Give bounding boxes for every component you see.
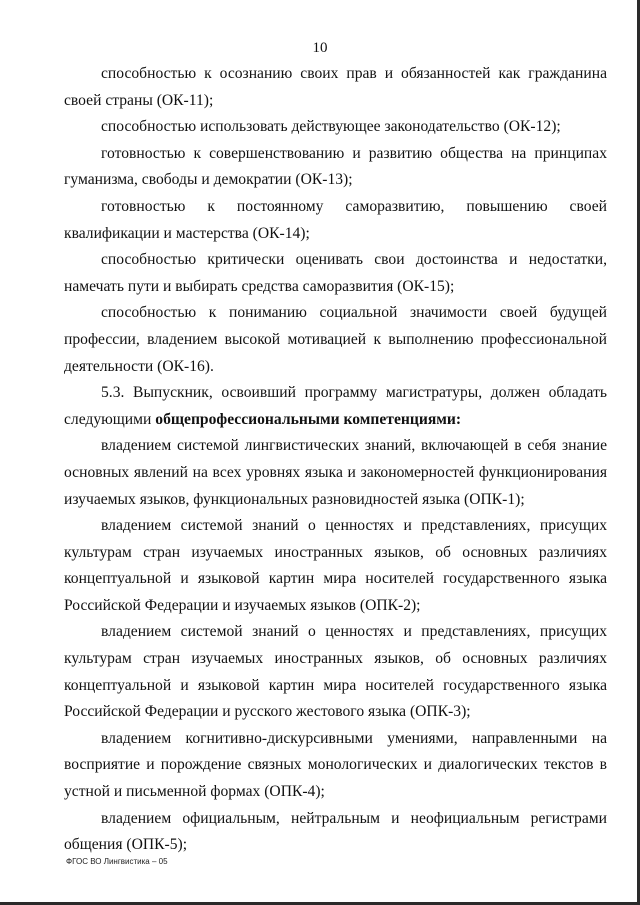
paragraph-ok-12: способностью использовать действующее законодательство (ОК-12); bbox=[101, 118, 561, 136]
paragraph-opk-1: владением системой лингвистических знаний, включающей в себя знание основных явлений на всех уровнях языка и закономерностей функционирования изучаемых языков, функциональных разновидностей языка (ОПК-1); bbox=[64, 437, 607, 508]
paragraph-ok-13: готовностью к совершенствованию и развитию общества на принципах гуманизма, свободы и демократии (ОК-13); bbox=[64, 144, 607, 189]
paragraph-section-5-3 bbox=[64, 380, 607, 433]
body-text bbox=[64, 61, 607, 859]
paragraph-ok-15: способностью критически оценивать свои достоинства и недостатки, намечать пути и выбирать средства саморазвития (ОК-15); bbox=[64, 251, 607, 295]
page-number: 10 bbox=[312, 40, 328, 56]
paragraph-ok-11: способностью к осознанию своих прав и обязанностей как гражданина своей страны (ОК-11); bbox=[64, 65, 607, 109]
section-5-3-bold-term: общепрофессиональными компетенциями: bbox=[155, 410, 462, 428]
paragraph-opk-3: владением системой знаний о ценностях и представлениях, присущих культурам стран изучаемых иностранных языков, об основных различиях концептуальной и языковой картин мира носителей государственного языка Российской Федерации и русского жестового языка (ОПК-3); bbox=[64, 623, 607, 721]
paragraph-opk-2: владением системой знаний о ценностях и представлениях, присущих культурам стран изучаемых иностранных языков, об основных различиях концептуальной и языковой картин мира носителей государственного языка Российской Федерации и изучаемых языков (ОПК-2); bbox=[64, 517, 607, 614]
section-5-3-lead: 5.3. Выпускник, освоивший программу магистратуры, должен обладать следующими bbox=[64, 384, 607, 428]
footer-standard-label: ФГОС ВО Лингвистика – 05 bbox=[66, 857, 168, 866]
paragraph-opk-5: владением официальным, нейтральным и неофициальным регистрами общения (ОПК-5); bbox=[64, 809, 607, 854]
paragraph-ok-16: способностью к пониманию социальной значимости своей будущей профессии, владением высокой мотивацией к выполнению профессиональной деятельности (ОК-16). bbox=[64, 304, 607, 375]
paragraph-opk-4: владением когнитивно-дискурсивными умениями, направленными на восприятие и порождение связных монологических и диалогических текстов в устной и письменной формах (ОПК-4); bbox=[64, 729, 607, 801]
paragraph-ok-14: готовностью к постоянному саморазвитию, повышению своей квалификации и мастерства (ОК-14); bbox=[64, 197, 607, 242]
